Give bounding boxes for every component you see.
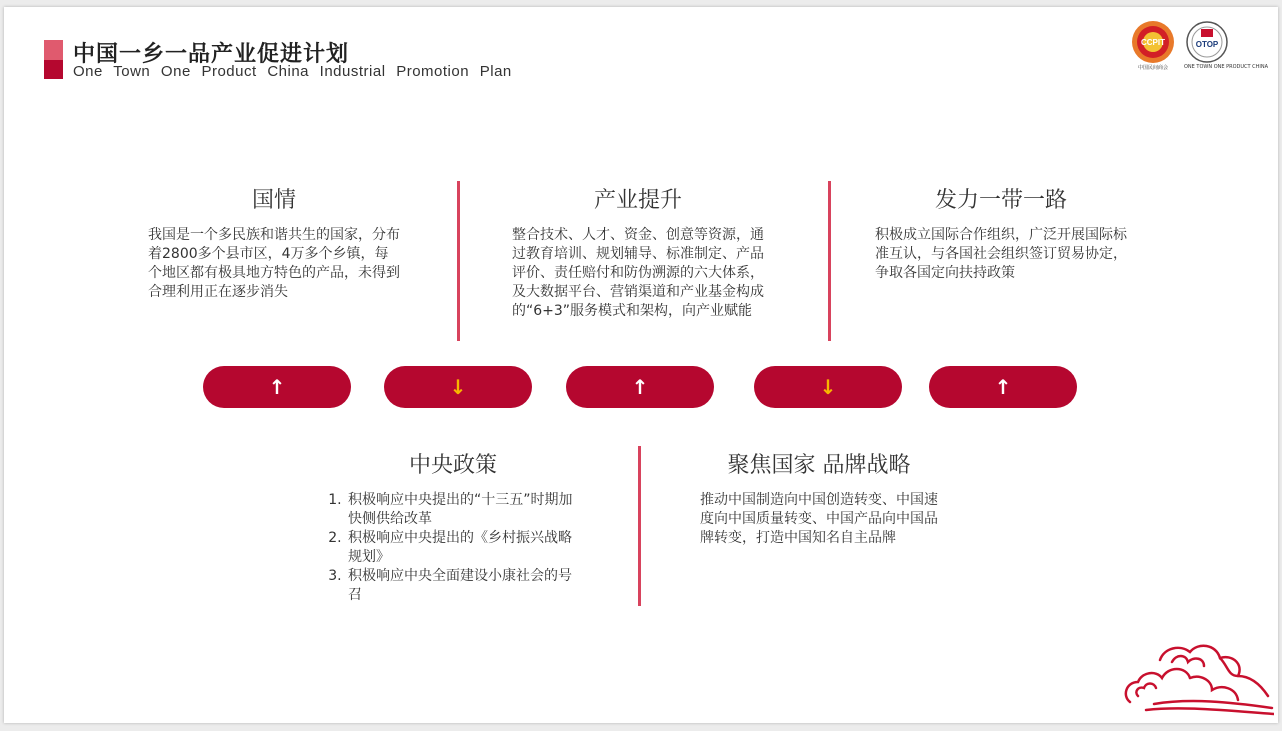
policy-list bbox=[318, 491, 574, 605]
arrow-pill-down bbox=[754, 366, 902, 408]
arrow-pill-up bbox=[203, 366, 351, 408]
arrow-up-icon: ↑ bbox=[631, 375, 649, 399]
section-jujiao bbox=[700, 448, 948, 548]
section-body: 整合技术、人才、资金、创意等资源，通过教育培训、规划辅导、标准制定、产品评价、责任赔付和防伪溯源的六大体系，及大数据平台、营销渠道和产业基金构成的“6+3”服务模式和架构，向产业赋能 bbox=[512, 227, 764, 319]
ccpit-logo-text: CCPIT bbox=[1141, 38, 1165, 47]
arrow-up-icon: ↑ bbox=[994, 375, 1012, 399]
section-heading: 中央政策 bbox=[408, 453, 497, 478]
ccpit-logo bbox=[1128, 20, 1178, 78]
otop-logo-text: OTOP bbox=[1195, 40, 1219, 49]
section-zhongyang bbox=[318, 448, 574, 605]
ccpit-logo-icon bbox=[1128, 20, 1178, 64]
arrow-down-icon: ↓ bbox=[819, 375, 837, 399]
otop-logo-icon bbox=[1184, 20, 1230, 64]
divider-line bbox=[828, 181, 831, 341]
section-body: 积极成立国际合作组织，广泛开展国际标准互认，与各国社会组织签订贸易协定，争取各国定向扶持政策 bbox=[875, 227, 1127, 281]
section-fali bbox=[875, 183, 1127, 283]
section-heading: 产业提升 bbox=[593, 188, 682, 213]
divider-line bbox=[457, 181, 460, 341]
arrow-pill-down bbox=[384, 366, 532, 408]
auspicious-cloud-decoration bbox=[1120, 636, 1274, 716]
section-heading: 国情 bbox=[251, 188, 296, 213]
list-item: 2. 积极响应中央提出的《乡村振兴战略规划》 bbox=[346, 529, 574, 567]
arrow-pill-up bbox=[566, 366, 714, 408]
list-item: 1. 积极响应中央提出的“十三五”时期加快侧供给改革 bbox=[346, 491, 574, 529]
arrow-down-icon: ↓ bbox=[449, 375, 467, 399]
arrow-up-icon: ↑ bbox=[268, 375, 286, 399]
section-body: 推动中国制造向中国创造转变、中国速度向中国质量转变、中国产品向中国品牌转变，打造中国知名自主品牌 bbox=[700, 492, 938, 546]
title-accent-top bbox=[44, 40, 63, 60]
section-guoqing bbox=[148, 183, 400, 302]
section-heading: 聚焦国家 品牌战略 bbox=[727, 453, 911, 478]
section-chanye bbox=[512, 183, 764, 321]
slide bbox=[4, 7, 1278, 723]
otop-logo-caption: ONE TOWN ONE PRODUCT CHINA bbox=[1184, 64, 1269, 70]
otop-logo bbox=[1184, 20, 1269, 78]
title-accent-bottom bbox=[44, 60, 63, 79]
section-body: 我国是一个多民族和谐共生的国家，分布着2800多个县市区，4万多个乡镇，每个地区都有极具地方特色的产品，未得到合理利用正在逐步消失 bbox=[148, 227, 400, 300]
page-title: 中国一乡一品产业促进计划 bbox=[73, 42, 350, 67]
section-heading: 发力一带一路 bbox=[934, 188, 1067, 213]
list-item: 3. 积极响应中央全面建设小康社会的号召 bbox=[346, 567, 574, 605]
divider-line bbox=[638, 446, 641, 606]
arrow-pill-up bbox=[929, 366, 1077, 408]
ccpit-logo-caption: 中国民间商会 bbox=[1137, 65, 1168, 71]
page-subtitle: One Town One Product China Industrial Promotion Plan bbox=[73, 63, 512, 80]
